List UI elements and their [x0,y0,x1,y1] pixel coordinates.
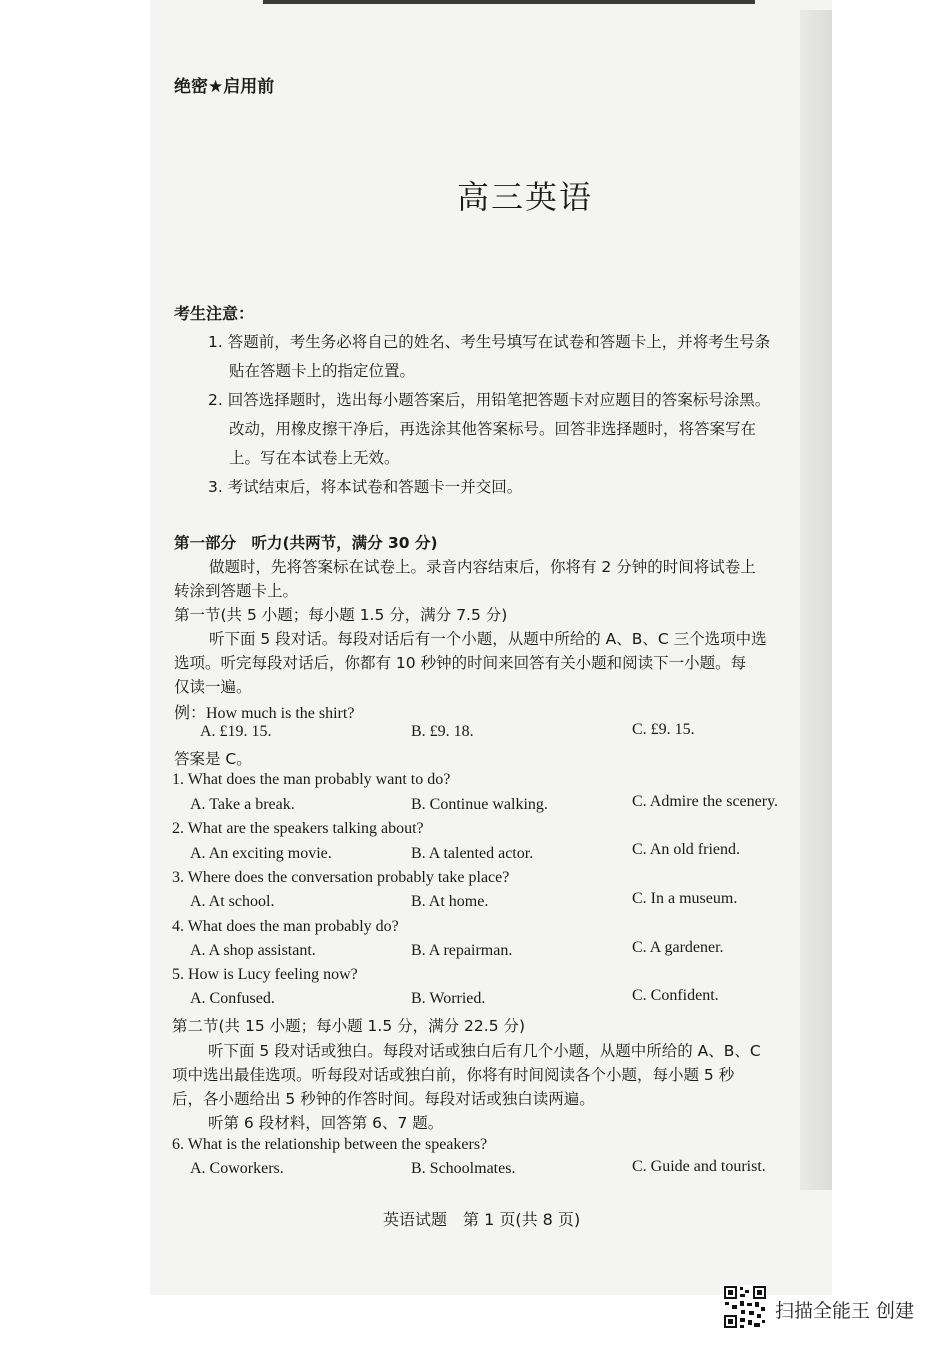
notice-line: 1. 答题前，考生务必将自己的姓名、考生号填写在试卷和答题卡上，并将考生号条 [208,333,771,351]
section1-instruction: 选项。听完每段对话后，你都有 10 秒钟的时间来回答有关小题和阅读下一小题。每 [174,654,747,672]
question-1: 1. What does the man probably want to do? [172,771,451,788]
q6-option-b: B. Schoolmates. [411,1160,516,1177]
part1-heading: 第一部分 听力(共两节，满分 30 分) [174,534,438,552]
q3-option-c: C. In a museum. [632,890,738,907]
q5-option-c: C. Confident. [632,987,719,1004]
notice-line: 3. 考试结束后，将本试卷和答题卡一并交回。 [208,478,523,496]
section1-instruction: 仅读一遍。 [174,678,252,696]
q5-option-a: A. Confused. [190,990,275,1007]
example-answer: 答案是 C。 [174,750,252,768]
scan-top-edge [263,0,755,4]
example-option-b: B. £9. 18. [411,723,474,740]
q6-option-c: C. Guide and tourist. [632,1158,766,1175]
notice-heading: 考生注意： [174,304,255,323]
section2-instruction: 后，各小题给出 5 秒钟的作答时间。每段对话或独白读两遍。 [172,1090,595,1108]
question-6: 6. What is the relationship between the speakers? [172,1136,488,1153]
q5-option-b: B. Worried. [411,990,486,1007]
part1-instruction: 做题时，先将答案标在试卷上。录音内容结束后，你将有 2 分钟的时间将试卷上 [209,558,756,576]
example-question: 例：How much is the shirt? [174,705,355,722]
question-4: 4. What does the man probably do? [172,918,399,935]
q6-option-a: A. Coworkers. [190,1160,284,1177]
example-option-a: A. £19. 15. [200,723,272,740]
q4-option-a: A. A shop assistant. [190,942,316,959]
page-footer: 英语试题 第 1 页(共 8 页) [383,1210,581,1229]
question-5: 5. How is Lucy feeling now? [172,966,358,983]
scanner-watermark: 扫描全能王 创建 [775,1300,915,1322]
material-instruction: 听第 6 段材料，回答第 6、7 题。 [208,1114,444,1132]
page-edge-shadow [800,10,832,1190]
q1-option-b: B. Continue walking. [411,796,548,813]
notice-line: 改动，用橡皮擦干净后，再选涂其他答案标号。回答非选择题时，将答案写在 [229,420,757,438]
q2-option-c: C. An old friend. [632,841,740,858]
q3-option-a: A. At school. [190,893,275,910]
example-option-c: C. £9. 15. [632,721,695,738]
q2-option-b: B. A talented actor. [411,845,534,862]
question-2: 2. What are the speakers talking about? [172,820,424,837]
notice-line: 贴在答题卡上的指定位置。 [229,362,416,380]
q1-option-c: C. Admire the scenery. [632,793,779,810]
q2-option-a: A. An exciting movie. [190,845,332,862]
section1-instruction: 听下面 5 段对话。每段对话后有一个小题，从题中所给的 A、B、C 三个选项中选 [209,630,767,648]
notice-line: 上。写在本试卷上无效。 [229,449,400,467]
part1-instruction: 转涂到答题卡上。 [174,582,299,600]
secret-label: 绝密★启用前 [174,77,275,97]
section2-instruction: 听下面 5 段对话或独白。每段对话或独白后有几个小题，从题中所给的 A、B、C [208,1042,761,1060]
notice-line: 2. 回答选择题时，选出每小题答案后，用铅笔把答题卡对应题目的答案标号涂黑。 [208,391,771,409]
q3-option-b: B. At home. [411,893,489,910]
question-3: 3. Where does the conversation probably take place? [172,869,510,886]
q4-option-c: C. A gardener. [632,939,724,956]
section1-heading: 第一节(共 5 小题；每小题 1.5 分，满分 7.5 分) [174,606,508,624]
q4-option-b: B. A repairman. [411,942,513,959]
qr-code-icon [723,1285,767,1329]
page-title: 高三英语 [457,178,594,216]
section2-instruction: 项中选出最佳选项。听每段对话或独白前，你将有时间阅读各个小题，每小题 5 秒 [172,1066,735,1084]
q1-option-a: A. Take a break. [190,796,295,813]
section2-heading: 第二节(共 15 小题；每小题 1.5 分，满分 22.5 分) [172,1017,526,1035]
